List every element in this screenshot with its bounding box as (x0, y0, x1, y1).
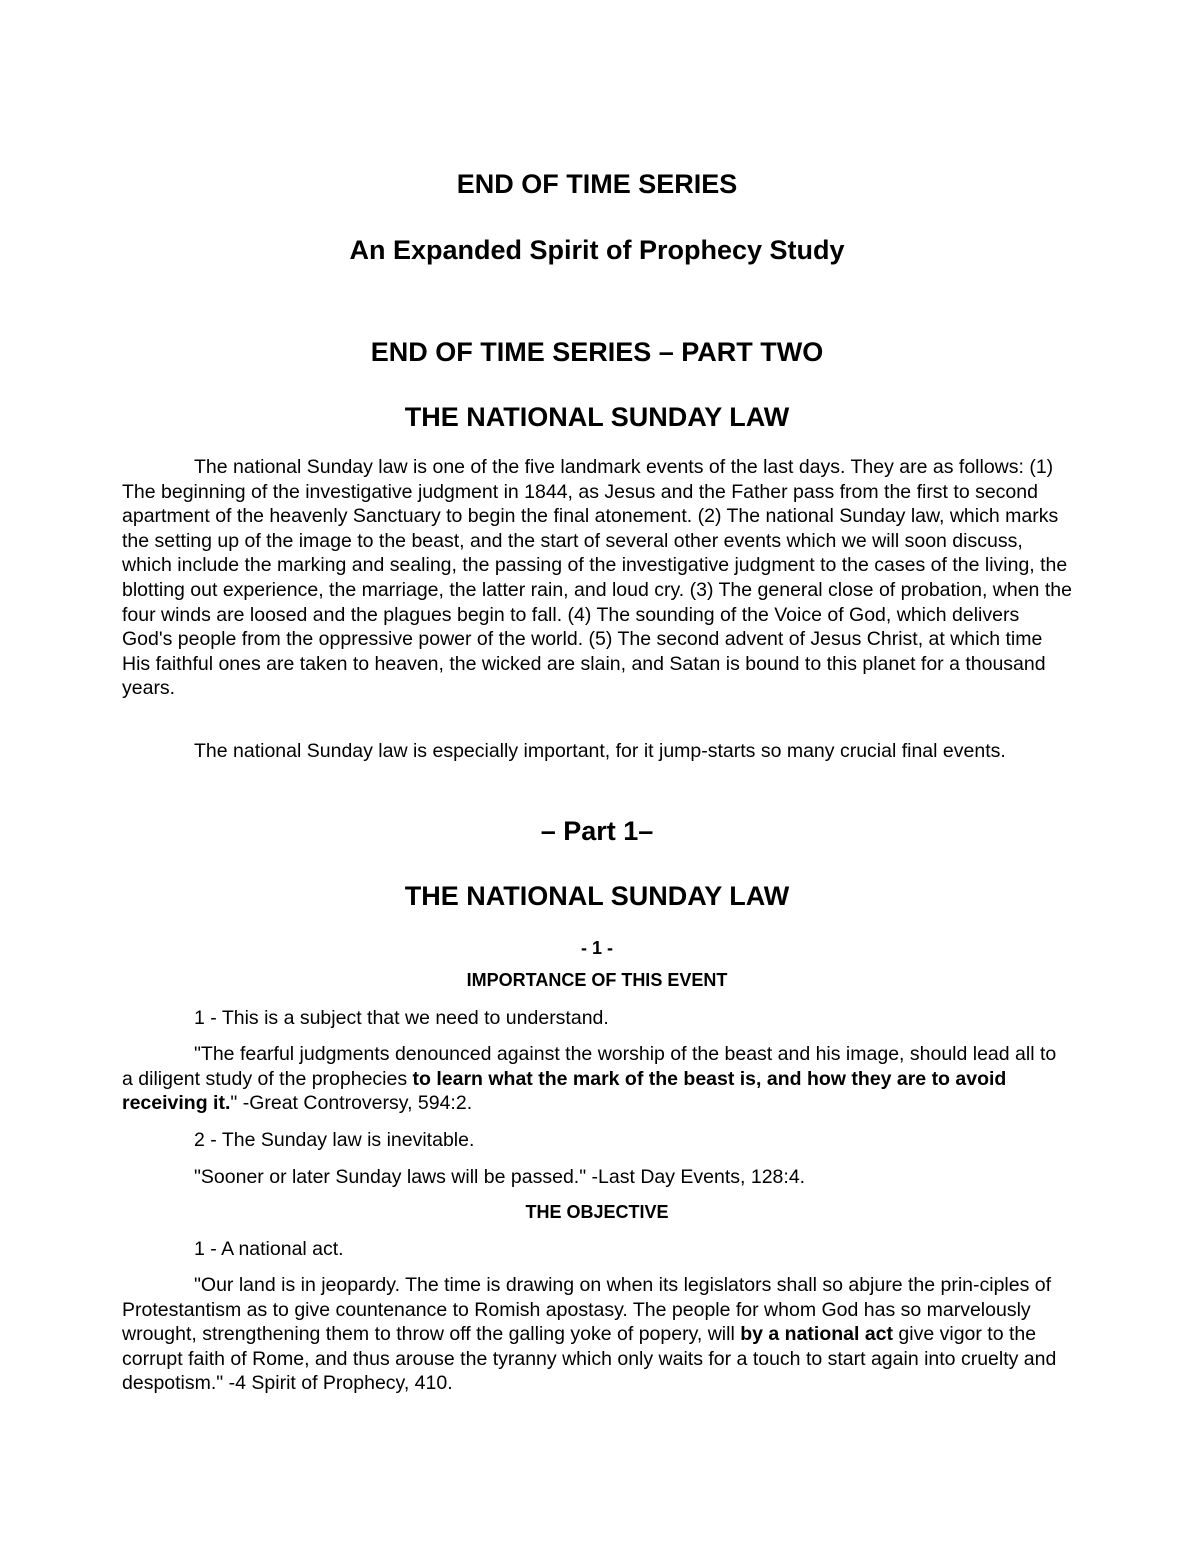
chapter-heading: IMPORTANCE OF THIS EVENT (466, 970, 728, 990)
objective-heading: THE OBJECTIVE (525, 1202, 669, 1222)
quote-1-start: "The fearful judgments denounced against the worship of the beast and his image, should lead all to a diligent study of the prophecies (122, 1043, 1057, 1090)
part-title: END OF TIME SERIES – PART TWO (370, 337, 824, 367)
document-subtitle: An Expanded Spirit of Prophecy Study (349, 235, 845, 265)
quote-3 (122, 1273, 1072, 1396)
series-title: END OF TIME SERIES (456, 169, 738, 199)
quote-1-citation: " -Great Controversy, 594:2. (230, 1092, 473, 1115)
intro-paragraph-2: The national Sunday law is especially important, for it jump-starts so many crucial final events. (194, 740, 1006, 762)
quote-3-emphasis: by a national act (740, 1323, 894, 1346)
quote-3-citation: give vigor to the corrupt faith of Rome, and thus arouse the tyranny which only waits for a touch to start again into cruelty and despotism." -4 Spirit of Prophecy, 410. (122, 1323, 1057, 1395)
point-3: 1 - A national act. (194, 1238, 344, 1260)
chapter-number: - 1 - (580, 938, 613, 958)
part-section-title: THE NATIONAL SUNDAY LAW (404, 881, 790, 911)
point-1: 1 - This is a subject that we need to understand. (194, 1007, 609, 1029)
quote-1-emphasis: to learn what the mark of the beast is, and how they are to avoid receiving it. (122, 1067, 1007, 1115)
point-2: 2 - The Sunday law is inevitable. (194, 1129, 475, 1151)
quote-2: "Sooner or later Sunday laws will be passed." -Last Day Events, 128:4. (194, 1166, 806, 1188)
part-heading: – Part 1– (540, 816, 654, 846)
quote-3-start: "Our land is in jeopardy. The time is drawing on when its legislators shall so abjure the prin-ciples of Protestantism as to give countenance to Romish apostasy. The people for whom God has so marvelously wrought, strengthening them to throw off the galling yoke of popery, will (122, 1274, 1052, 1346)
intro-paragraph-1: The national Sunday law is one of the five landmark events of the last days. They are as follows: (1) The beginning of the investigative judgment in 1844, as Jesus and the Father pass from the first to second apartment of the heavenly Sanctuary to begin the final atonement. (2) The national Sunday law, which marks the setting up of the image to the beast, and the start of several other events which we will soon discuss, which include the marking and sealing, the passing of the investigative judgment to the cases of the living, the blotting out experience, the marriage, the latter rain, and loud cry. (3) The general close of probation, when the four winds are loosed and the plagues begin to fall. (4) The sounding of the Voice of God, which delivers God's people from the oppressive power of the world. (5) The second advent of Jesus Christ, at which time His faithful ones are taken to heaven, the wicked are slain, and Satan is bound to this planet for a thousand years. (122, 456, 1072, 700)
quote-1 (122, 1042, 1072, 1116)
section-title: THE NATIONAL SUNDAY LAW (404, 402, 790, 432)
